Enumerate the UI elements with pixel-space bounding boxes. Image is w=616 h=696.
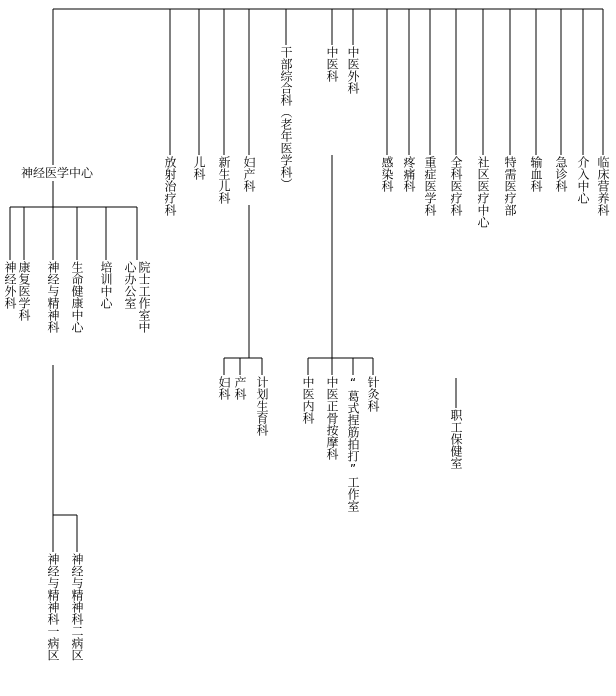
department-node: 妇产科 xyxy=(242,156,256,192)
department-node: 临床营养科 xyxy=(596,156,610,216)
tcm-subunit-node: 中医正骨按摩科 xyxy=(325,376,339,460)
tcm-subunit-node: “葛式捏筋拍打”工作室 xyxy=(346,376,360,512)
employee-health-room-node: 职工保健室 xyxy=(449,409,463,469)
neuro-subunit-node: 院士工作室中心办公室 xyxy=(123,260,151,342)
department-node: 新生儿科 xyxy=(217,156,231,204)
obgyn-subunit-node: 计划生育科 xyxy=(255,376,269,436)
tcm-subunit-node: 针灸科 xyxy=(366,376,380,412)
department-node: 急诊科 xyxy=(554,156,568,192)
department-node: 儿科 xyxy=(192,156,206,180)
department-node: 中医外科 xyxy=(346,46,360,94)
ward-node: 神经与精神科二病区 xyxy=(70,553,84,661)
department-node: 全科医疗科 xyxy=(449,156,463,216)
department-node: 疼痛科 xyxy=(402,156,416,192)
department-node: 介入中心 xyxy=(576,156,590,204)
tcm-subunit-node: 中医内科 xyxy=(301,376,315,424)
department-node: 重症医学科 xyxy=(423,156,437,216)
neuro-subunit-node: 神经外科 xyxy=(3,261,17,309)
department-node: 输血科 xyxy=(529,156,543,192)
neuro-subunit-node: 培训中心 xyxy=(99,261,113,309)
department-node: 特需医疗部 xyxy=(503,156,517,216)
department-node: 放射治疗科 xyxy=(163,156,177,216)
department-node: 中医科 xyxy=(325,46,339,82)
department-node: 干部综合科（老年医学科） xyxy=(279,46,293,190)
neuro-subunit-node: 生命健康中心 xyxy=(70,261,84,333)
obgyn-subunit-node: 妇科 xyxy=(217,376,231,400)
department-node: 社区医疗中心 xyxy=(476,156,490,228)
department-node: 感染科 xyxy=(380,156,394,192)
obgyn-subunit-node: 产科 xyxy=(233,376,247,400)
neuro-center-node: 神经医学中心 xyxy=(21,166,94,180)
neuro-subunit-node: 康复医学科 xyxy=(17,261,31,321)
ward-node: 神经与精神科一病区 xyxy=(46,553,60,661)
neuro-subunit-node: 神经与精神科 xyxy=(46,261,60,333)
